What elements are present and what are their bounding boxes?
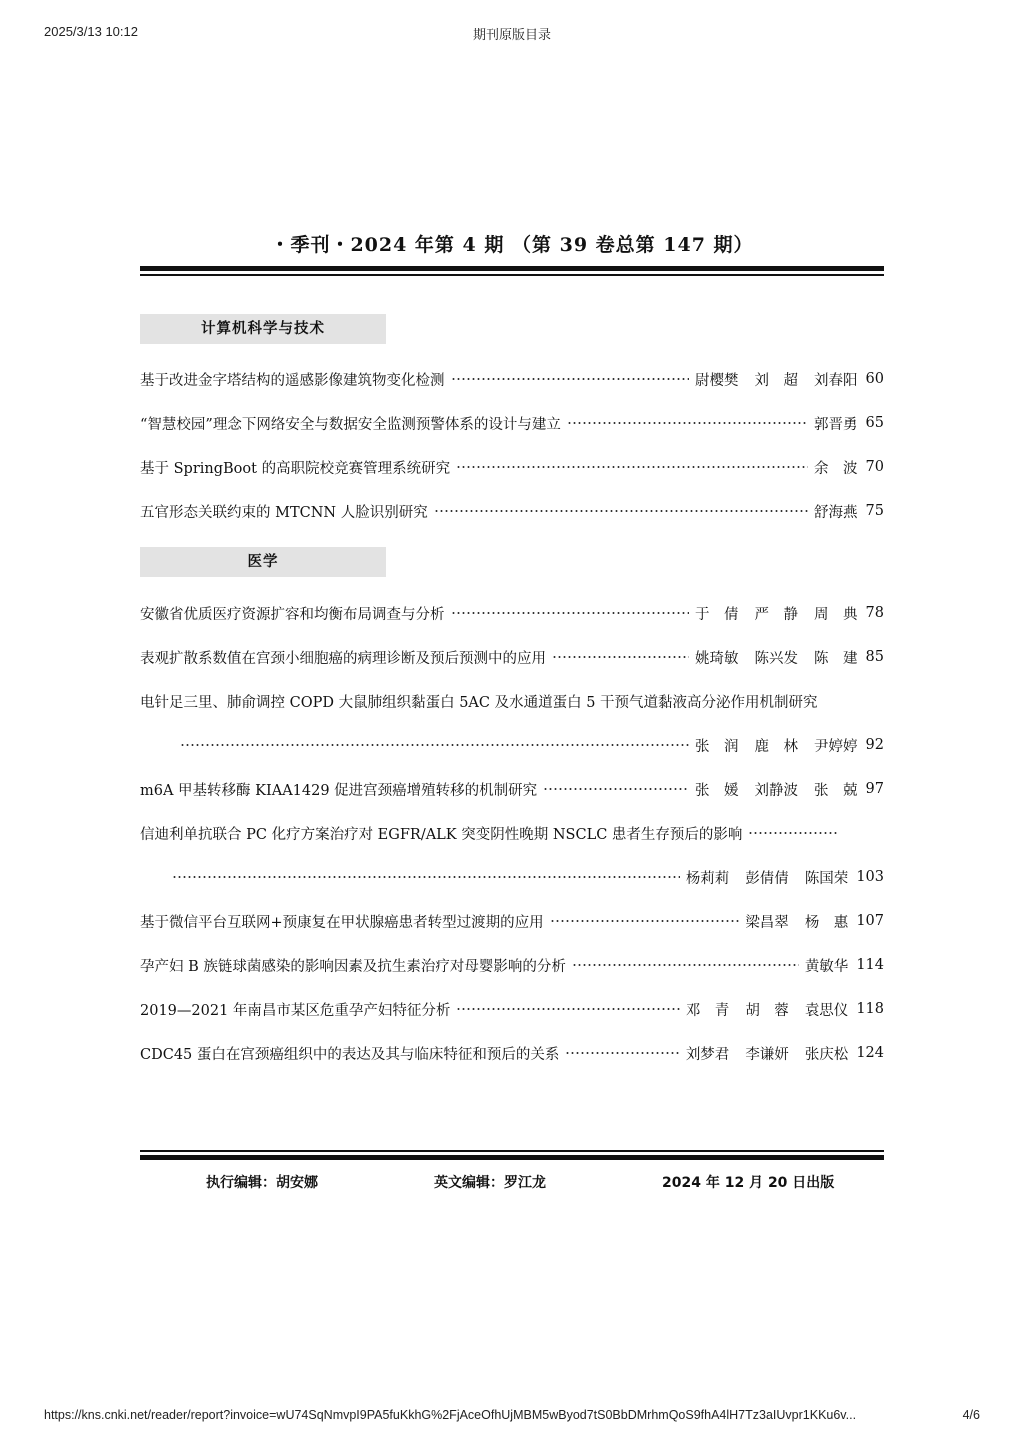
author: 尹婷婷 — [814, 738, 858, 755]
print-datetime: 2025/3/13 10:12 — [44, 24, 138, 39]
section-header-computer-science: 计算机科学与技术 — [140, 314, 386, 344]
page-indicator: 4/6 — [962, 1408, 980, 1422]
article-title[interactable]: “智慧校园”理念下网络安全与数据安全监测预警体系的设计与建立 — [140, 416, 561, 433]
author: 胡 蓉 — [745, 1002, 789, 1019]
author: 彭倩倩 — [745, 870, 789, 887]
article-title[interactable]: 信迪利单抗联合 PC 化疗方案治疗对 EGFR/ALK 突变阴性晚期 NSCLC 患者生存预后的影响 — [140, 826, 743, 843]
toc-entry-continuation — [180, 733, 884, 757]
page-number: 103 — [856, 869, 884, 885]
author: 舒海燕 — [814, 504, 858, 521]
leader-dots — [552, 654, 689, 660]
english-editor: 英文编辑：罗江龙 — [434, 1175, 546, 1191]
toc-entry[interactable] — [140, 1041, 884, 1065]
leader-dots — [456, 1006, 679, 1012]
page-number: 92 — [865, 737, 884, 753]
article-title[interactable]: CDC45 蛋白在宫颈癌组织中的表达及其与临床特征和预后的关系 — [140, 1046, 560, 1063]
author: 周 典 — [814, 606, 858, 623]
author: 于 倩 — [695, 606, 739, 623]
author: 杨 惠 — [804, 914, 849, 931]
toc-entry[interactable] — [140, 953, 884, 977]
leader-dots — [565, 1050, 679, 1056]
top-double-rule — [140, 266, 884, 278]
rule-thin — [140, 1150, 884, 1152]
author: 黄敏华 — [804, 958, 849, 975]
rule-thick — [140, 1155, 884, 1160]
leader-dots — [572, 962, 799, 968]
page-number: 124 — [856, 1045, 884, 1061]
toc-entry-continuation — [172, 865, 884, 889]
author: 陈 建 — [814, 650, 858, 667]
colophon — [140, 1172, 884, 1192]
page-number: 75 — [865, 503, 884, 519]
author: 余 波 — [814, 460, 858, 477]
article-title[interactable]: 2019—2021 年南昌市某区危重孕产妇特征分析 — [140, 1002, 451, 1019]
author: 陈兴发 — [754, 650, 799, 667]
article-authors — [695, 647, 858, 668]
author: 袁思仪 — [804, 1002, 849, 1019]
leader-dots — [567, 420, 808, 426]
toc-entry[interactable] — [140, 455, 884, 479]
author: 张 润 — [695, 738, 739, 755]
article-title[interactable]: 孕产妇 B 族链球菌感染的影响因素及抗生素治疗对母婴影响的分析 — [140, 958, 566, 975]
author: 严 静 — [754, 606, 799, 623]
page-number: 118 — [856, 1001, 884, 1017]
print-footer — [44, 1408, 980, 1428]
author: 陈国荣 — [804, 870, 849, 887]
article-authors — [745, 911, 848, 932]
author: 刘 超 — [754, 372, 799, 389]
article-authors — [805, 955, 849, 976]
author: 鹿 林 — [754, 738, 799, 755]
article-authors — [695, 603, 858, 624]
article-title[interactable]: 基于微信平台互联网+预康复在甲状腺癌患者转型过渡期的应用 — [140, 914, 544, 931]
page-number: 114 — [856, 957, 884, 973]
article-authors — [686, 999, 849, 1020]
publication-date: 2024 年 12 月 20 日出版 — [662, 1175, 835, 1191]
toc-entry[interactable] — [140, 499, 884, 523]
article-title[interactable]: 基于 SpringBoot 的高职院校竞赛管理系统研究 — [140, 460, 451, 477]
author: 张 媛 — [695, 782, 739, 799]
print-page-title: 期刊原版目录 — [472, 27, 551, 42]
article-title[interactable]: 表观扩散系数值在宫颈小细胞癌的病理诊断及预后预测中的应用 — [140, 650, 546, 667]
bottom-double-rule — [140, 1150, 884, 1162]
toc-entry[interactable] — [140, 645, 884, 669]
toc-entry[interactable] — [140, 909, 884, 933]
leader-dots — [451, 376, 690, 382]
article-authors — [695, 779, 858, 800]
leader-dots — [456, 464, 808, 470]
author: 邓 青 — [685, 1002, 730, 1019]
executive-editor: 执行编辑：胡安娜 — [206, 1175, 318, 1191]
leader-dots — [451, 610, 690, 616]
author: 尉樱樊 — [695, 372, 739, 389]
toc-entry[interactable] — [140, 997, 884, 1021]
page-number: 70 — [865, 459, 884, 475]
leader-dots — [180, 742, 689, 748]
author: 张庆松 — [804, 1046, 849, 1063]
article-title[interactable]: 安徽省优质医疗资源扩容和均衡布局调查与分析 — [140, 606, 445, 623]
article-authors — [814, 413, 858, 434]
page-url[interactable]: https://kns.cnki.net/reader/report?invoice=wU74SqNmvpI9PA5fuKkhG%2FjAceOfhUjMBM5wByod7tS0BbDMrhmQoS9fhA4lH7Tz3aIUvpr1KKu6v... — [44, 1408, 857, 1422]
journal-issue-header: ・季刊・2024 年第 4 期 （第 39 卷总第 147 期） — [270, 234, 754, 256]
article-authors — [695, 369, 858, 390]
rule-thin — [140, 274, 884, 276]
rule-thick — [140, 266, 884, 271]
page-number: 97 — [865, 781, 884, 797]
page-number: 60 — [865, 371, 884, 387]
page-number: 78 — [865, 605, 884, 621]
toc-entry[interactable] — [140, 367, 884, 391]
article-title[interactable]: 基于改进金字塔结构的遥感影像建筑物变化检测 — [140, 372, 445, 389]
author: 杨莉莉 — [685, 870, 730, 887]
article-authors — [814, 457, 858, 478]
page-number: 85 — [865, 649, 884, 665]
author: 郭晋勇 — [814, 416, 858, 433]
author: 刘静波 — [754, 782, 799, 799]
author: 梁昌翠 — [745, 914, 789, 931]
section-header-medicine: 医学 — [140, 547, 386, 577]
author: 张 兢 — [814, 782, 858, 799]
print-header — [44, 24, 980, 44]
toc-entry-title-line[interactable] — [140, 821, 884, 845]
author: 刘梦君 — [685, 1046, 730, 1063]
article-title[interactable]: m6A 甲基转移酶 KIAA1429 促进宫颈癌增殖转移的机制研究 — [140, 782, 538, 799]
leader-dots — [748, 830, 838, 836]
article-authors — [814, 501, 858, 522]
page-number: 65 — [865, 415, 884, 431]
article-authors — [686, 1043, 849, 1064]
author: 李谦妍 — [745, 1046, 789, 1063]
leader-dots — [434, 508, 808, 514]
article-authors — [695, 735, 858, 756]
toc-entry[interactable] — [140, 411, 884, 435]
article-title[interactable]: 电针足三里、肺俞调控 COPD 大鼠肺组织黏蛋白 5AC 及水通道蛋白 5 干预气道黏液高分泌作用机制研究 — [140, 694, 818, 711]
leader-dots — [172, 874, 680, 880]
leader-dots — [550, 918, 740, 924]
article-authors — [686, 867, 849, 888]
toc-entry[interactable] — [140, 777, 884, 801]
article-title[interactable]: 五官形态关联约束的 MTCNN 人脸识别研究 — [140, 504, 428, 521]
page-number: 107 — [856, 913, 884, 929]
toc-entry-title-line[interactable] — [140, 689, 884, 713]
leader-dots — [543, 786, 689, 792]
author: 姚琦敏 — [695, 650, 739, 667]
author: 刘春阳 — [814, 372, 858, 389]
toc-entry[interactable] — [140, 601, 884, 625]
